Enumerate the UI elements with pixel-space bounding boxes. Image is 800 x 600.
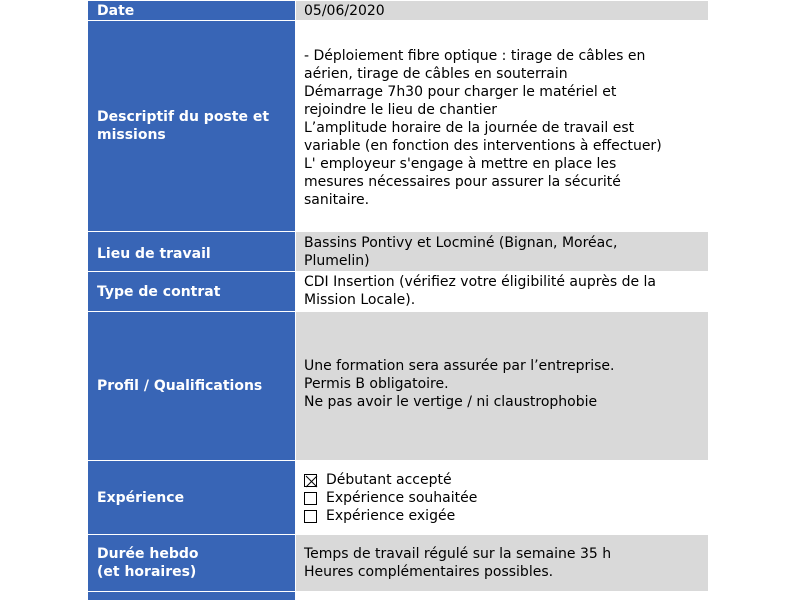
descriptif-line: sanitaire. [304,192,370,208]
contrat-line: Mission Locale). [304,292,416,308]
experience-label [88,460,295,534]
descriptif-line: aérien, tirage de câbles en souterrain [304,66,568,82]
experience-option[interactable] [304,507,708,525]
date-value [295,0,708,20]
descriptif-line: rejoindre le lieu de chantier [304,102,498,118]
date-label: Date [88,0,295,20]
descriptif-label [88,20,295,231]
duree-line: Heures complémentaires possibles. [304,564,554,580]
descriptif-label-line: missions [97,127,166,143]
contrat-label [88,271,295,311]
duree-label-line: (et horaires) [97,564,197,580]
experience-value [295,460,708,534]
lieu-line: Plumelin) [304,253,370,269]
contrat-value [295,271,708,311]
checkbox-unchecked[interactable] [304,492,317,505]
profil-line: Ne pas avoir le vertige / ni claustrophobie [304,394,598,410]
row-next [88,591,708,600]
lieu-label [88,231,295,271]
descriptif-line: L’amplitude horaire de la journée de travail est [304,120,635,136]
experience-label-text: Expérience [97,489,185,506]
profil-line: Permis B obligatoire. [304,376,449,392]
profil-label [88,311,295,460]
descriptif-line: L' employeur s'engage à mettre en place les [304,156,617,172]
row-descriptif [88,20,708,231]
checkbox-unchecked[interactable] [304,510,317,523]
lieu-label-text: Lieu de travail [97,245,211,262]
row-experience [88,460,708,534]
lieu-value [295,231,708,271]
row-date [88,0,708,20]
contrat-label-text: Type de contrat [97,283,221,300]
descriptif-line: - Déploiement fibre optique : tirage de câbles en [304,48,646,64]
profil-value [295,311,708,460]
lieu-line: Bassins Pontivy et Locminé (Bignan, Moréac, [304,235,618,251]
experience-option-label: Expérience souhaitée [326,490,478,506]
duree-value [295,534,708,591]
descriptif-value [295,20,708,231]
profil-line: Une formation sera assurée par l’entreprise. [304,358,615,374]
next-label [88,591,295,600]
descriptif-line: mesures nécessaires pour assurer la sécurité [304,174,621,190]
row-duree [88,534,708,591]
date-text: 05/06/2020 [304,2,385,19]
duree-line: Temps de travail régulé sur la semaine 35 h [304,546,612,562]
experience-option-label: Débutant accepté [326,472,452,488]
duree-label-line: Durée hebdo [97,546,199,562]
checkbox-checked[interactable] [304,474,317,487]
descriptif-label-line: Descriptif du poste et [97,109,270,125]
descriptif-line: Démarrage 7h30 pour charger le matériel et [304,84,617,100]
experience-option-label: Expérience exigée [326,508,456,524]
row-profil [88,311,708,460]
next-value [295,591,708,600]
profil-label-text: Profil / Qualifications [97,378,263,394]
row-lieu [88,231,708,271]
experience-option[interactable] [304,471,708,489]
experience-option[interactable] [304,489,708,507]
contrat-line: CDI Insertion (vérifiez votre éligibilité auprès de la [304,274,656,290]
row-contrat [88,271,708,311]
descriptif-line: variable (en fonction des interventions à effectuer) [304,138,662,154]
duree-label [88,534,295,591]
